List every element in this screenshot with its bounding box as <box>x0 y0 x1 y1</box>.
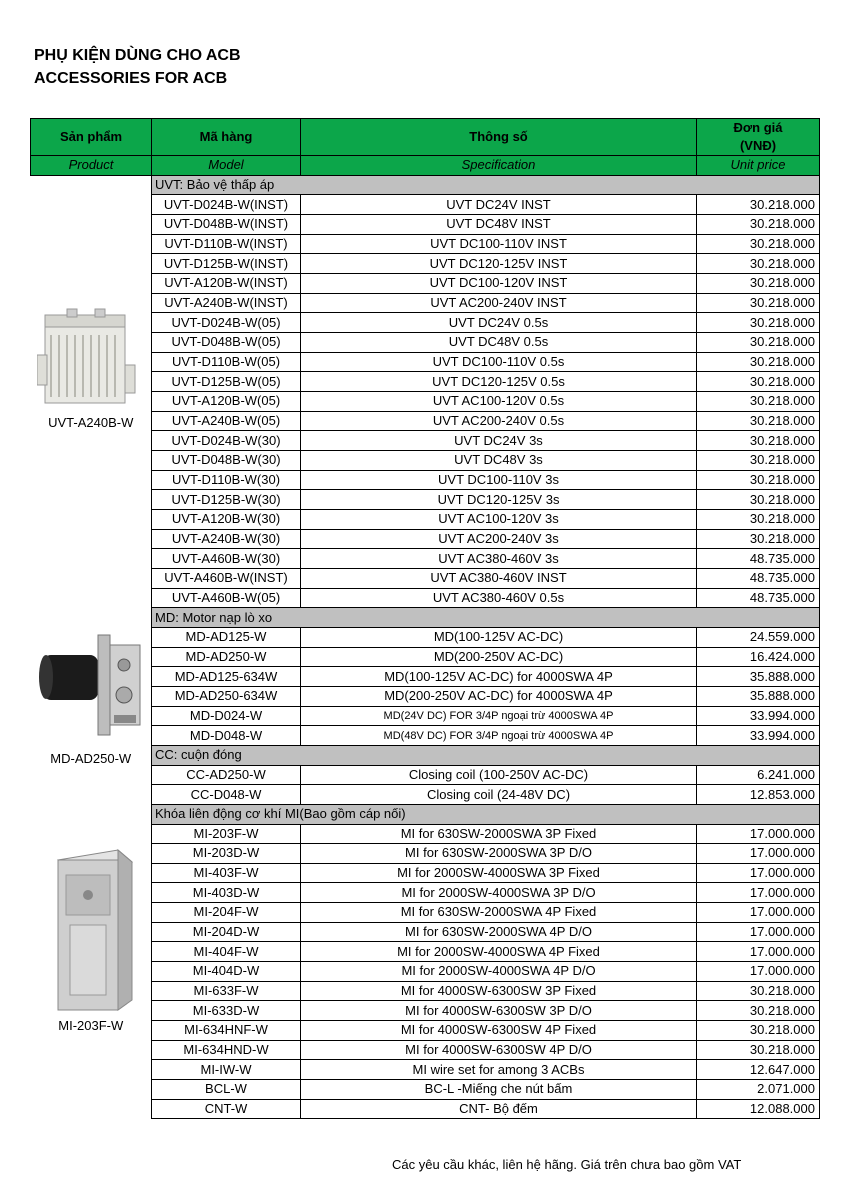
price-cell: 30.218.000 <box>697 431 820 451</box>
spec-cell: UVT AC100-120V 0.5s <box>301 391 697 411</box>
spec-cell: MI for 2000SW-4000SWA 3P Fixed <box>301 863 697 883</box>
spec-cell: MI for 2000SW-4000SWA 4P Fixed <box>301 942 697 962</box>
price-cell: 12.088.000 <box>697 1099 820 1119</box>
price-cell: 16.424.000 <box>697 647 820 667</box>
spec-cell: MD(200-250V AC-DC) <box>301 647 697 667</box>
model-cell: MD-AD125-634W <box>152 667 301 687</box>
model-cell: UVT-D024B-W(INST) <box>152 195 301 215</box>
model-cell: UVT-A460B-W(05) <box>152 588 301 608</box>
model-cell: MI-634HNF-W <box>152 1020 301 1040</box>
spec-cell: BC-L -Miếng che nút bấm <box>301 1079 697 1099</box>
price-cell: 48.735.000 <box>697 588 820 608</box>
header-price-vi <box>697 119 820 156</box>
model-cell: MI-403F-W <box>152 863 301 883</box>
model-cell: MD-D024-W <box>152 706 301 726</box>
price-cell: 30.218.000 <box>697 451 820 471</box>
price-cell: 33.994.000 <box>697 706 820 726</box>
model-cell: MI-633D-W <box>152 1001 301 1021</box>
spec-cell: UVT AC380-460V 3s <box>301 549 697 569</box>
spec-cell: UVT DC120-125V INST <box>301 254 697 274</box>
price-cell: 35.888.000 <box>697 686 820 706</box>
product-name: UVT-A240B-W <box>48 414 134 430</box>
spec-cell: UVT DC24V 3s <box>301 431 697 451</box>
spec-cell: MD(100-125V AC-DC) for 4000SWA 4P <box>301 667 697 687</box>
model-cell: UVT-D048B-W(INST) <box>152 214 301 234</box>
header-model-en: Model <box>152 156 301 176</box>
spec-cell: UVT DC100-110V INST <box>301 234 697 254</box>
section-header-row <box>31 804 820 824</box>
interlock-device-image <box>48 840 136 1020</box>
model-cell: CC-AD250-W <box>152 765 301 785</box>
price-cell: 30.218.000 <box>697 510 820 530</box>
product-name: MD-AD250-W <box>50 750 132 766</box>
spec-cell: MD(100-125V AC-DC) <box>301 628 697 648</box>
section-fill <box>697 804 820 824</box>
spec-cell: Closing coil (100-250V AC-DC) <box>301 765 697 785</box>
price-cell: 30.218.000 <box>697 332 820 352</box>
model-cell: MD-AD250-634W <box>152 686 301 706</box>
price-cell: 17.000.000 <box>697 903 820 923</box>
price-cell: 30.218.000 <box>697 1040 820 1060</box>
model-cell: UVT-D125B-W(30) <box>152 490 301 510</box>
model-cell: UVT-A240B-W(30) <box>152 529 301 549</box>
price-cell: 30.218.000 <box>697 391 820 411</box>
price-cell: 30.218.000 <box>697 981 820 1001</box>
section-header-row <box>31 608 820 628</box>
spec-cell: UVT AC200-240V INST <box>301 293 697 313</box>
header-row-en <box>31 156 820 176</box>
price-table <box>30 118 820 1119</box>
model-cell: MI-634HND-W <box>152 1040 301 1060</box>
model-cell: UVT-A120B-W(30) <box>152 510 301 530</box>
section-header-row <box>31 175 820 195</box>
model-cell: UVT-D048B-W(30) <box>152 451 301 471</box>
spec-cell: UVT DC24V INST <box>301 195 697 215</box>
spec-cell: MI for 630SW-2000SWA 4P Fixed <box>301 903 697 923</box>
header-spec-vi: Thông số <box>301 119 697 156</box>
model-cell: CC-D048-W <box>152 785 301 805</box>
header-price-vi-line2: (VNĐ) <box>739 138 777 153</box>
price-cell: 30.218.000 <box>697 234 820 254</box>
price-cell: 30.218.000 <box>697 529 820 549</box>
price-cell: 30.218.000 <box>697 313 820 333</box>
spec-cell: MI for 4000SW-6300SW 4P D/O <box>301 1040 697 1060</box>
spec-cell: MI for 4000SW-6300SW 3P D/O <box>301 1001 697 1021</box>
model-cell: UVT-D110B-W(INST) <box>152 234 301 254</box>
price-cell: 30.218.000 <box>697 372 820 392</box>
price-cell: 30.218.000 <box>697 1020 820 1040</box>
footer-note: Các yêu cầu khác, liên hệ hãng. Giá trên chưa bao gồm VAT <box>392 1157 742 1172</box>
spec-cell: MI for 630SW-2000SWA 4P D/O <box>301 922 697 942</box>
price-cell: 17.000.000 <box>697 962 820 982</box>
spec-cell: UVT DC120-125V 3s <box>301 490 697 510</box>
model-cell: MI-204D-W <box>152 922 301 942</box>
spec-cell: UVT AC200-240V 0.5s <box>301 411 697 431</box>
spec-cell: MI for 630SW-2000SWA 3P D/O <box>301 844 697 864</box>
model-cell: UVT-D048B-W(05) <box>152 332 301 352</box>
price-cell: 17.000.000 <box>697 863 820 883</box>
spec-cell: UVT AC380-460V INST <box>301 569 697 589</box>
spec-cell: MI for 2000SW-4000SWA 4P D/O <box>301 962 697 982</box>
model-cell: UVT-D024B-W(30) <box>152 431 301 451</box>
model-cell: UVT-D110B-W(30) <box>152 470 301 490</box>
spec-cell: MI for 2000SW-4000SWA 3P D/O <box>301 883 697 903</box>
title-english: ACCESSORIES FOR ACB <box>34 70 228 87</box>
price-cell: 30.218.000 <box>697 411 820 431</box>
price-cell: 30.218.000 <box>697 195 820 215</box>
header-model-vi: Mã hàng <box>152 119 301 156</box>
price-cell: 35.888.000 <box>697 667 820 687</box>
price-cell: 2.071.000 <box>697 1079 820 1099</box>
header-price-en: Unit price <box>697 156 820 176</box>
model-cell: UVT-A240B-W(INST) <box>152 293 301 313</box>
spec-cell: UVT DC48V 3s <box>301 451 697 471</box>
spec-cell: UVT DC24V 0.5s <box>301 313 697 333</box>
spec-cell: MI for 4000SW-6300SW 3P Fixed <box>301 981 697 1001</box>
model-cell: UVT-A460B-W(30) <box>152 549 301 569</box>
model-cell: MD-D048-W <box>152 726 301 746</box>
price-cell: 30.218.000 <box>697 1001 820 1021</box>
model-cell: MD-AD125-W <box>152 628 301 648</box>
model-cell: UVT-A460B-W(INST) <box>152 569 301 589</box>
spec-cell: MI for 630SW-2000SWA 3P Fixed <box>301 824 697 844</box>
section-label: CC: cuộn đóng <box>152 745 697 765</box>
spec-cell: MD(24V DC) FOR 3/4P ngoại trừ 4000SWA 4P <box>301 706 697 726</box>
model-cell: MI-633F-W <box>152 981 301 1001</box>
model-cell: MI-203D-W <box>152 844 301 864</box>
price-cell: 30.218.000 <box>697 214 820 234</box>
section-fill <box>697 608 820 628</box>
spec-cell: UVT DC48V INST <box>301 214 697 234</box>
price-cell: 48.735.000 <box>697 569 820 589</box>
model-cell: CNT-W <box>152 1099 301 1119</box>
price-cell: 12.853.000 <box>697 785 820 805</box>
header-product-en: Product <box>31 156 152 176</box>
price-cell: 30.218.000 <box>697 490 820 510</box>
model-cell: MI-404D-W <box>152 962 301 982</box>
section-label: UVT: Bảo vệ thấp áp <box>152 175 697 195</box>
price-cell: 17.000.000 <box>697 883 820 903</box>
spec-cell: UVT DC100-120V INST <box>301 273 697 293</box>
uvt-device-image <box>37 305 137 410</box>
spec-cell: MI wire set for among 3 ACBs <box>301 1060 697 1080</box>
title-vietnamese: PHỤ KIỆN DÙNG CHO ACB <box>34 47 241 64</box>
section-label: MD: Motor nạp lò xo <box>152 608 697 628</box>
spec-cell: UVT DC48V 0.5s <box>301 332 697 352</box>
header-row-vi <box>31 119 820 156</box>
price-cell: 30.218.000 <box>697 470 820 490</box>
price-cell: 30.218.000 <box>697 293 820 313</box>
spec-cell: MI for 4000SW-6300SW 4P Fixed <box>301 1020 697 1040</box>
spec-cell: CNT- Bộ đếm <box>301 1099 697 1119</box>
section-label: Khóa liên động cơ khí MI(Bao gồm cáp nối) <box>152 804 697 824</box>
spec-cell: UVT AC200-240V 3s <box>301 529 697 549</box>
model-cell: UVT-A120B-W(INST) <box>152 273 301 293</box>
spec-cell: UVT DC100-110V 0.5s <box>301 352 697 372</box>
section-fill <box>697 745 820 765</box>
model-cell: UVT-D110B-W(05) <box>152 352 301 372</box>
price-cell: 30.218.000 <box>697 254 820 274</box>
spec-cell: UVT DC100-110V 3s <box>301 470 697 490</box>
spec-cell: UVT AC100-120V 3s <box>301 510 697 530</box>
model-cell: UVT-D125B-W(05) <box>152 372 301 392</box>
price-cell: 17.000.000 <box>697 942 820 962</box>
spec-cell: UVT DC120-125V 0.5s <box>301 372 697 392</box>
price-cell: 24.559.000 <box>697 628 820 648</box>
price-cell: 6.241.000 <box>697 765 820 785</box>
model-cell: MI-204F-W <box>152 903 301 923</box>
price-cell: 17.000.000 <box>697 844 820 864</box>
model-cell: MI-404F-W <box>152 942 301 962</box>
motor-device-image <box>38 630 148 740</box>
model-cell: MD-AD250-W <box>152 647 301 667</box>
model-cell: UVT-A240B-W(05) <box>152 411 301 431</box>
price-cell: 12.647.000 <box>697 1060 820 1080</box>
model-cell: UVT-D024B-W(05) <box>152 313 301 333</box>
price-cell: 17.000.000 <box>697 824 820 844</box>
header-spec-en: Specification <box>301 156 697 176</box>
spec-cell: Closing coil (24-48V DC) <box>301 785 697 805</box>
spec-cell: UVT AC380-460V 0.5s <box>301 588 697 608</box>
spec-cell: MD(200-250V AC-DC) for 4000SWA 4P <box>301 686 697 706</box>
model-cell: MI-403D-W <box>152 883 301 903</box>
header-price-vi-line1: Đơn giá <box>733 120 783 135</box>
model-cell: MI-IW-W <box>152 1060 301 1080</box>
model-cell: UVT-D125B-W(INST) <box>152 254 301 274</box>
section-fill <box>697 175 820 195</box>
price-cell: 33.994.000 <box>697 726 820 746</box>
price-cell: 30.218.000 <box>697 273 820 293</box>
spec-cell: MD(48V DC) FOR 3/4P ngoại trừ 4000SWA 4P <box>301 726 697 746</box>
header-product-vi: Sản phẩm <box>31 119 152 156</box>
model-cell: UVT-A120B-W(05) <box>152 391 301 411</box>
price-cell: 17.000.000 <box>697 922 820 942</box>
price-cell: 48.735.000 <box>697 549 820 569</box>
model-cell: MI-203F-W <box>152 824 301 844</box>
price-cell: 30.218.000 <box>697 352 820 372</box>
page-title <box>34 44 241 90</box>
table-body <box>31 175 820 1119</box>
model-cell: BCL-W <box>152 1079 301 1099</box>
product-name: MI-203F-W <box>58 1018 124 1034</box>
